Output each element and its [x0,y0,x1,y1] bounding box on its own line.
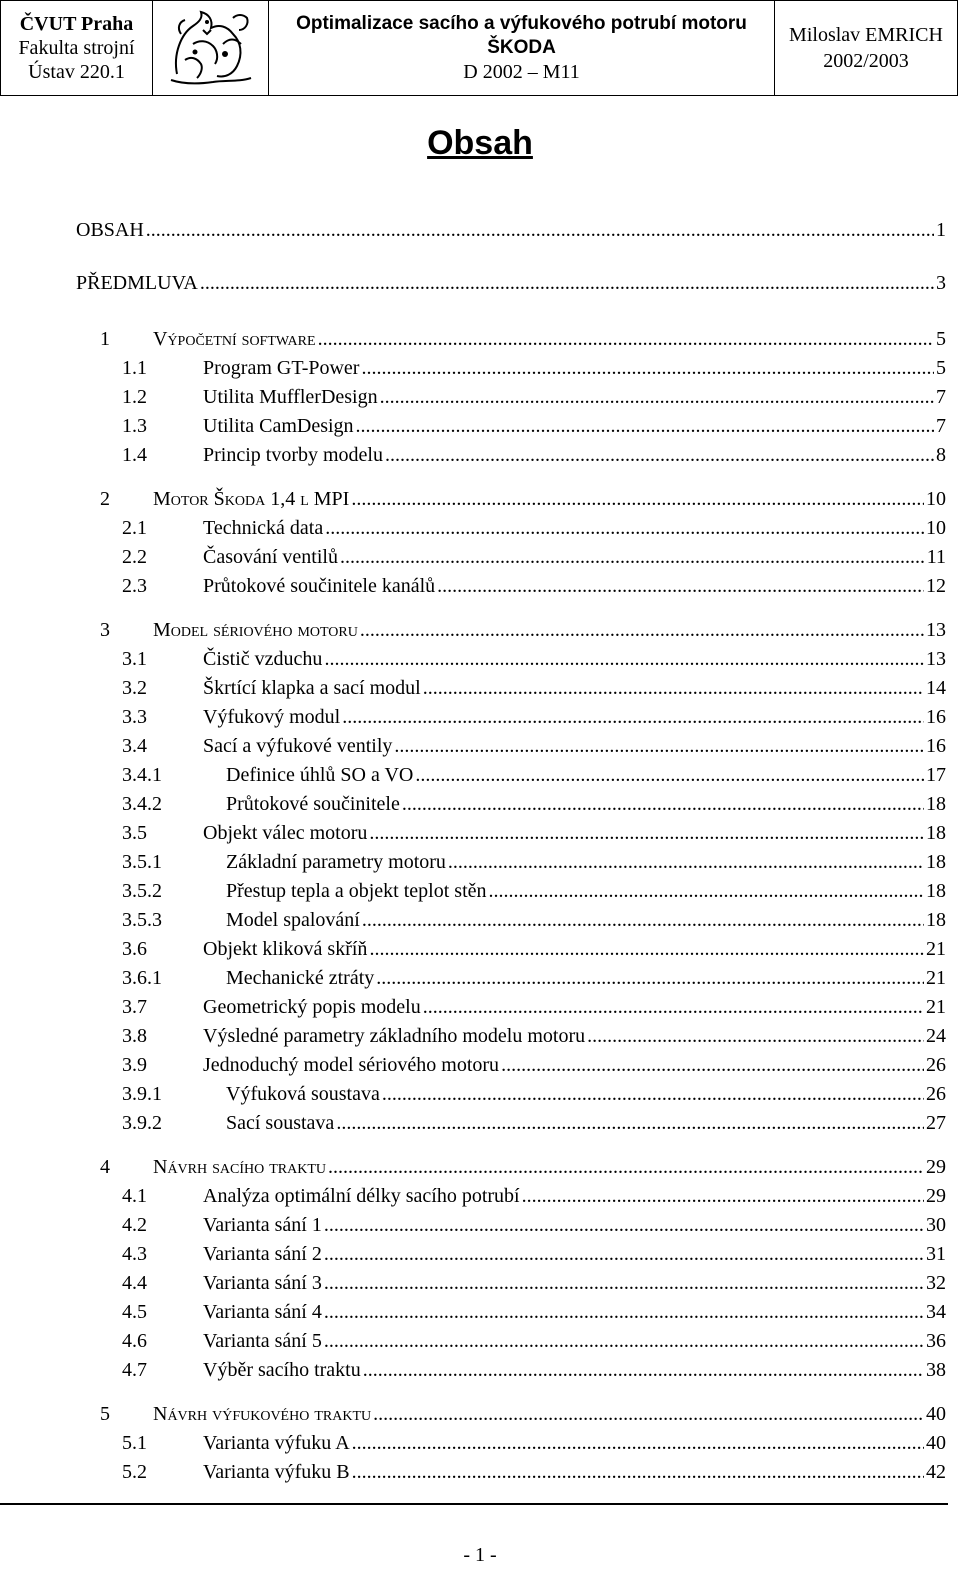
toc-entry-leader [394,732,924,760]
toc-entry[interactable] [122,1211,946,1239]
toc-entry-label: Utilita CamDesign [203,415,354,437]
toc-entry-number: 1 [100,328,110,350]
toc-entry[interactable] [122,572,946,600]
toc-entry-leader [324,645,924,673]
footer-divider [0,1503,948,1505]
toc-entry-number: 2.1 [122,517,147,539]
document-code: D 2002 – M11 [463,61,580,83]
toc-entry-page: 26 [926,1083,946,1105]
toc-entry-label: Sací soustava [226,1112,335,1134]
toc-entry-label: Varianta sání 5 [203,1330,322,1352]
toc-entry-leader [336,1109,924,1137]
toc-entry-page: 29 [926,1185,946,1207]
toc-entry-leader [363,1356,924,1384]
toc-entry-page: 26 [926,1054,946,1076]
toc-entry-number: 4 [100,1156,110,1178]
toc-entry-label: Čistič vzduchu [203,648,323,670]
toc-entry-leader [324,1211,924,1239]
toc-entry-label: Přestup tepla a objekt teplot stěn [226,880,487,902]
author-cell [775,1,957,95]
toc-entry-page: 21 [926,938,946,960]
toc-entry-page: 13 [926,648,946,670]
toc-entry-label: Jednoduchý model sériového motoru [203,1054,500,1076]
toc-entry-number: 3.5 [122,822,147,844]
toc-entry[interactable] [122,1269,946,1297]
toc-entry[interactable] [122,1298,946,1326]
toc-entry-label: Motor Škoda 1,4 l MPI [153,488,350,510]
toc-entry-label: Varianta výfuku A [203,1432,350,1454]
toc-entry-leader [587,1022,924,1050]
toc-entry-label: Výběr sacího traktu [203,1359,361,1381]
toc-entry-page: 10 [926,488,946,510]
toc-entry-label: Technická data [203,517,324,539]
toc-entry-page: 42 [926,1461,946,1483]
toc-entry-leader [382,1080,924,1108]
toc-entry-number: 3.6 [122,938,147,960]
toc-entry-label: Škrtící klapka a sací modul [203,677,421,699]
toc-entry-number: 5.2 [122,1461,147,1483]
toc-entry-label: PŘEDMLUVA [76,272,198,294]
toc-entry-page: 40 [926,1432,946,1454]
toc-entry-label: Výfukový modul [203,706,341,728]
author-name: Miloslav EMRICH [789,24,943,46]
toc-entry-page: 18 [926,909,946,931]
toc-entry-label: Varianta sání 4 [203,1301,322,1323]
toc-entry-leader [402,790,924,818]
toc-entry-number: 5 [100,1403,110,1425]
toc-entry-leader [522,1182,924,1210]
toc-entry-number: 3.8 [122,1025,147,1047]
toc-entry[interactable] [122,543,946,571]
toc-entry-number: 2.3 [122,575,147,597]
toc-entry[interactable] [100,1400,946,1428]
toc-entry[interactable] [122,819,946,847]
toc-entry-page: 7 [936,386,946,408]
toc-entry[interactable] [122,761,946,789]
toc-entry[interactable] [100,1153,946,1181]
toc-entry[interactable] [122,906,946,934]
toc-entry-label: Základní parametry motoru [226,851,446,873]
toc-entry-leader [448,848,924,876]
toc-entry-page: 21 [926,996,946,1018]
toc-entry-label: Definice úhlů SO a VO [226,764,414,786]
toc-entry[interactable] [122,1429,946,1457]
toc-entry[interactable] [122,645,946,673]
toc-entry-number: 4.3 [122,1243,147,1265]
toc-entry-label: Výsledné parametry základního modelu motoru [203,1025,586,1047]
toc-entry[interactable] [122,1080,946,1108]
page-title: Obsah [427,124,533,162]
toc-entry-number: 3.7 [122,996,147,1018]
toc-entry-leader [437,572,924,600]
toc-entry-number: 3.9.2 [122,1112,162,1134]
toc-entry[interactable] [76,216,946,244]
toc-entry-page: 36 [926,1330,946,1352]
toc-entry[interactable] [122,1051,946,1079]
toc-entry-label: Objekt válec motoru [203,822,368,844]
toc-entry-number: 3.3 [122,706,147,728]
toc-entry-number: 3.5.3 [122,909,162,931]
toc-entry-number: 3.9.1 [122,1083,162,1105]
toc-entry-leader [352,1429,924,1457]
toc-entry-label: Sací a výfukové ventily [203,735,393,757]
toc-entry-leader [501,1051,924,1079]
toc-entry[interactable] [122,354,946,382]
toc-entry[interactable] [122,790,946,818]
toc-entry-page: 1 [936,219,946,241]
toc-entry-leader [376,964,924,992]
toc-entry-label: Program GT-Power [203,357,360,379]
toc-entry-leader [146,216,934,244]
toc-entry[interactable] [122,935,946,963]
toc-entry[interactable] [122,848,946,876]
toc-entry[interactable] [122,964,946,992]
toc-entry-label: Mechanické ztráty [226,967,375,989]
toc-entry-label: Průtokové součinitele kanálů [203,575,436,597]
toc-entry[interactable] [100,616,946,644]
toc-entry-number: 2.2 [122,546,147,568]
toc-entry-number: 3.6.1 [122,967,162,989]
toc-entry-leader [324,1240,924,1268]
toc-entry-label: Varianta sání 1 [203,1214,322,1236]
toc-entry-number: 4.2 [122,1214,147,1236]
toc-entry-leader [380,383,934,411]
document-title-line-2: ŠKODA [487,37,556,58]
toc-entry-page: 13 [926,619,946,641]
toc-entry-page: 27 [926,1112,946,1134]
toc-entry-leader [340,543,925,571]
page-header [0,0,958,96]
toc-entry[interactable] [122,383,946,411]
toc-entry-page: 14 [926,677,946,699]
document-title-line-1: Optimalizace sacího a výfukového potrubí motoru [296,13,747,34]
toc-entry-number: 1.2 [122,386,147,408]
toc-entry-page: 3 [936,272,946,294]
toc-entry-number: 3.2 [122,677,147,699]
toc-entry-leader [342,703,924,731]
page-number: - 1 - [463,1544,497,1566]
toc-entry-number: 5.1 [122,1432,147,1454]
toc-entry-page: 16 [926,706,946,728]
toc-entry-leader [369,819,924,847]
toc-entry[interactable] [122,441,946,469]
toc-entry-page: 16 [926,735,946,757]
toc-entry-label: Varianta sání 3 [203,1272,322,1294]
toc-entry-number: 3.5.1 [122,851,162,873]
toc-entry-leader [385,441,934,469]
toc-entry-number: 3.4 [122,735,147,757]
toc-entry-label: Analýza optimální délky sacího potrubí [203,1185,520,1207]
institution-cell [1,1,153,95]
lion-crest-icon [163,4,259,93]
toc-entry[interactable] [122,514,946,542]
toc-entry-number: 3 [100,619,110,641]
toc-entry[interactable] [122,1182,946,1210]
toc-entry[interactable] [122,993,946,1021]
toc-entry-label: Utilita MufflerDesign [203,386,378,408]
toc-entry-label: Geometrický popis modelu [203,996,421,1018]
toc-entry-leader [325,514,924,542]
toc-entry[interactable] [122,412,946,440]
toc-entry-page: 18 [926,822,946,844]
toc-entry[interactable] [122,1458,946,1486]
toc-entry-label: Výfuková soustava [226,1083,380,1105]
toc-entry-label: Princip tvorby modelu [203,444,383,466]
academic-year: 2002/2003 [823,50,909,72]
institution-line-2: Fakulta strojní [18,37,135,59]
toc-entry-number: 3.4.2 [122,793,162,815]
toc-entry-label: Časování ventilů [203,546,338,568]
toc-entry-label: Návrh výfukového traktu [153,1403,372,1425]
toc-entry[interactable] [122,877,946,905]
toc-entry-leader [423,993,924,1021]
toc-entry[interactable] [100,485,946,513]
toc-entry[interactable] [122,732,946,760]
toc-entry-page: 17 [926,764,946,786]
toc-entry-leader [352,1458,924,1486]
toc-entry-page: 11 [926,546,946,568]
toc-entry-number: 4.7 [122,1359,147,1381]
toc-entry-number: 3.9 [122,1054,147,1076]
toc-entry-number: 1.4 [122,444,147,466]
toc-entry-leader [351,485,924,513]
toc-entry[interactable] [122,1109,946,1137]
toc-entry-number: 4.6 [122,1330,147,1352]
toc-entry[interactable] [122,1022,946,1050]
logo-cell [153,1,269,95]
toc-entry-number: 3.4.1 [122,764,162,786]
toc-entry-leader [423,674,924,702]
toc-entry-label: OBSAH [76,219,144,241]
toc-entry-leader [318,325,934,353]
toc-entry[interactable] [76,269,946,297]
toc-entry[interactable] [122,703,946,731]
toc-entry-leader [356,412,934,440]
toc-entry[interactable] [122,674,946,702]
toc-entry[interactable] [100,325,946,353]
toc-entry-leader [360,616,924,644]
toc-entry-label: Průtokové součinitele [226,793,400,815]
toc-entry-number: 2 [100,488,110,510]
toc-entry-page: 34 [926,1301,946,1323]
toc-entry[interactable] [122,1356,946,1384]
institution-line-1: ČVUT Praha [19,13,134,35]
toc-entry-number: 4.1 [122,1185,147,1207]
toc-entry-label: Model spalování [226,909,360,931]
toc-entry-page: 40 [926,1403,946,1425]
toc-entry-page: 21 [926,967,946,989]
toc-entry-leader [328,1153,924,1181]
toc-entry-leader [415,761,924,789]
toc-entry-page: 24 [926,1025,946,1047]
toc-entry-label: Varianta výfuku B [203,1461,350,1483]
toc-entry[interactable] [122,1240,946,1268]
toc-entry-leader [373,1400,924,1428]
toc-entry-leader [324,1269,924,1297]
toc-entry-leader [324,1327,924,1355]
toc-entry-page: 10 [926,517,946,539]
toc-entry-number: 4.5 [122,1301,147,1323]
toc-entry-page: 7 [936,415,946,437]
toc-entry-leader [324,1298,924,1326]
toc-entry-number: 3.1 [122,648,147,670]
toc-entry-label: Výpočetní software [153,328,316,350]
toc-entry-page: 29 [926,1156,946,1178]
toc-entry-leader [361,354,934,382]
toc-entry-page: 31 [926,1243,946,1265]
toc-entry-page: 30 [926,1214,946,1236]
toc-entry-page: 5 [936,328,946,350]
toc-entry-number: 4.4 [122,1272,147,1294]
document-title-cell [269,1,775,95]
toc-entry-label: Návrh sacího traktu [153,1156,327,1178]
toc-entry[interactable] [122,1327,946,1355]
toc-entry-page: 5 [936,357,946,379]
toc-entry-leader [362,906,924,934]
toc-entry-leader [369,935,924,963]
toc-entry-number: 3.5.2 [122,880,162,902]
toc-entry-page: 38 [926,1359,946,1381]
toc-entry-label: Model sériového motoru [153,619,358,641]
toc-entry-leader [200,269,934,297]
toc-entry-page: 32 [926,1272,946,1294]
toc-entry-label: Varianta sání 2 [203,1243,322,1265]
toc-entry-number: 1.3 [122,415,147,437]
toc-entry-page: 18 [926,793,946,815]
toc-entry-page: 8 [936,444,946,466]
institution-line-3: Ústav 220.1 [28,61,125,83]
toc-entry-page: 18 [926,880,946,902]
toc-entry-number: 1.1 [122,357,147,379]
toc-entry-page: 12 [926,575,946,597]
toc-entry-label: Objekt kliková skříň [203,938,368,960]
toc-entry-page: 18 [926,851,946,873]
toc-entry-leader [489,877,925,905]
